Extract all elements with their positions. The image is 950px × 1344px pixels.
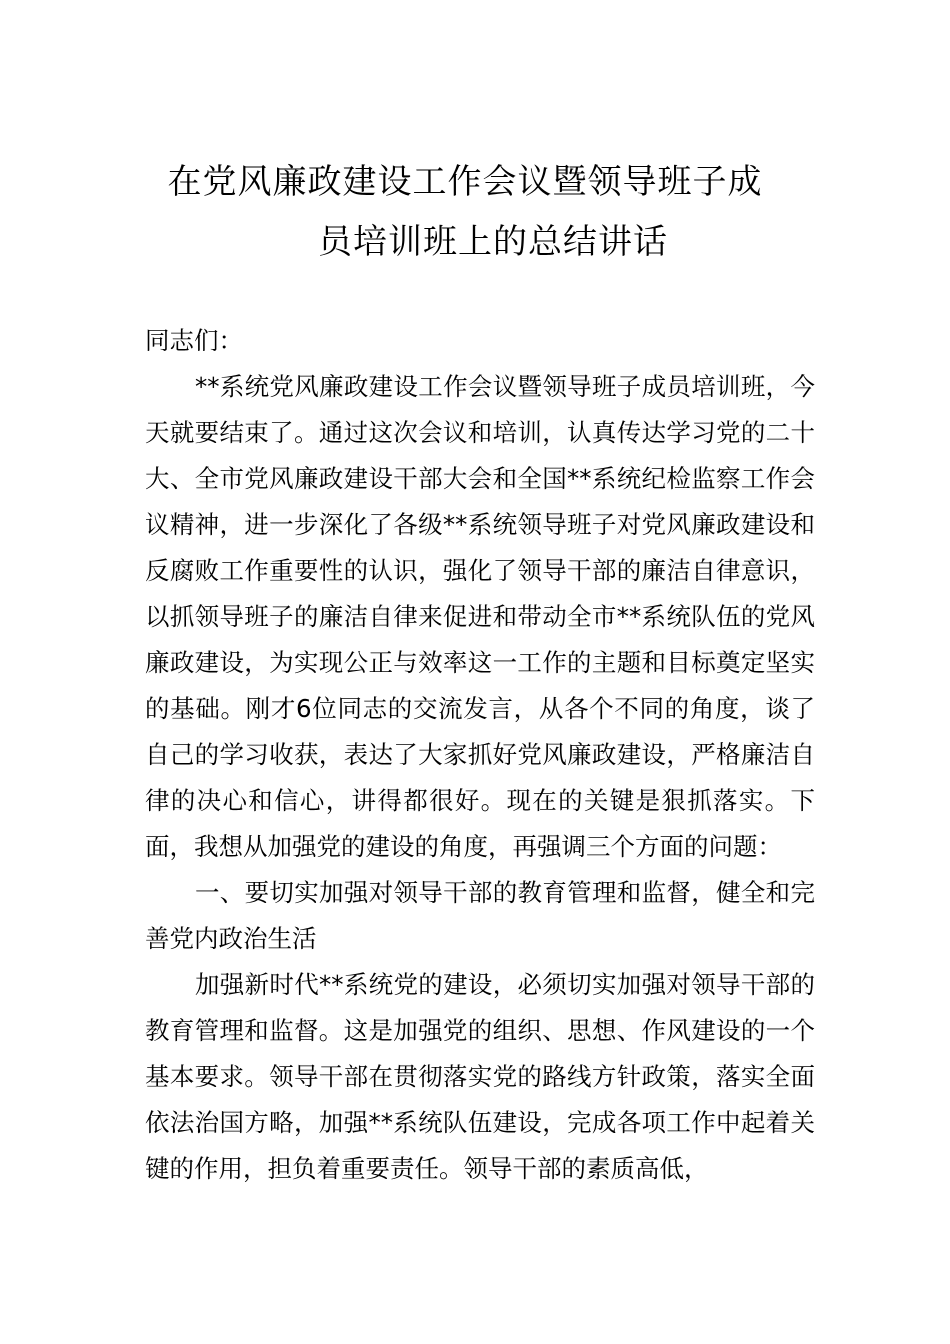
section-heading: 一、要切实加强对领导干部的教育管理和监督，健全和完善党内政治生活 [145, 878, 815, 953]
document-body [145, 318, 815, 1192]
document-title-line-1: 在党风廉政建设工作会议暨领导班子成 [167, 162, 763, 202]
salutation: 同志们： [145, 326, 243, 355]
body-paragraph: **系统党风廉政建设工作会议暨领导班子成员培训班，今天就要结束了。通过这次会议和培训，认真传达学习党的二十大、全市党风廉政建设干部大会和全国**系统纪检监察工作会议精神，进一步深化了各级**系统领导班子对党风廉政建设和反腐败工作重要性的认识，强化了领导干部的廉洁自律意识，以抓领导班子的廉洁自律来促进和带动全市**系统队伍的党风廉政建设，为实现公正与效率这一工作的主题和目标奠定坚实的基础。刚才6位同志的交流发言，从各个不同的角度，谈了自己的学习收获，表达了大家抓好党风廉政建设，严格廉洁自律的决心和信心，讲得都很好。现在的关键是狠抓落实。下面，我想从加强党的建设的角度，再强调三个方面的问题： [145, 372, 815, 861]
section-paragraph: 加强新时代**系统党的建设，必须切实加强对领导干部的教育管理和监督。这是加强党的组织、思想、作风建设的一个基本要求。领导干部在贯彻落实党的路线方针政策，落实全面依法治国方略，加强**系统队伍建设，完成各项工作中起着关键的作用，担负着重要责任。领导干部的素质高低， [145, 970, 815, 1183]
document-title-line-2: 员培训班上的总结讲话 [318, 222, 668, 262]
